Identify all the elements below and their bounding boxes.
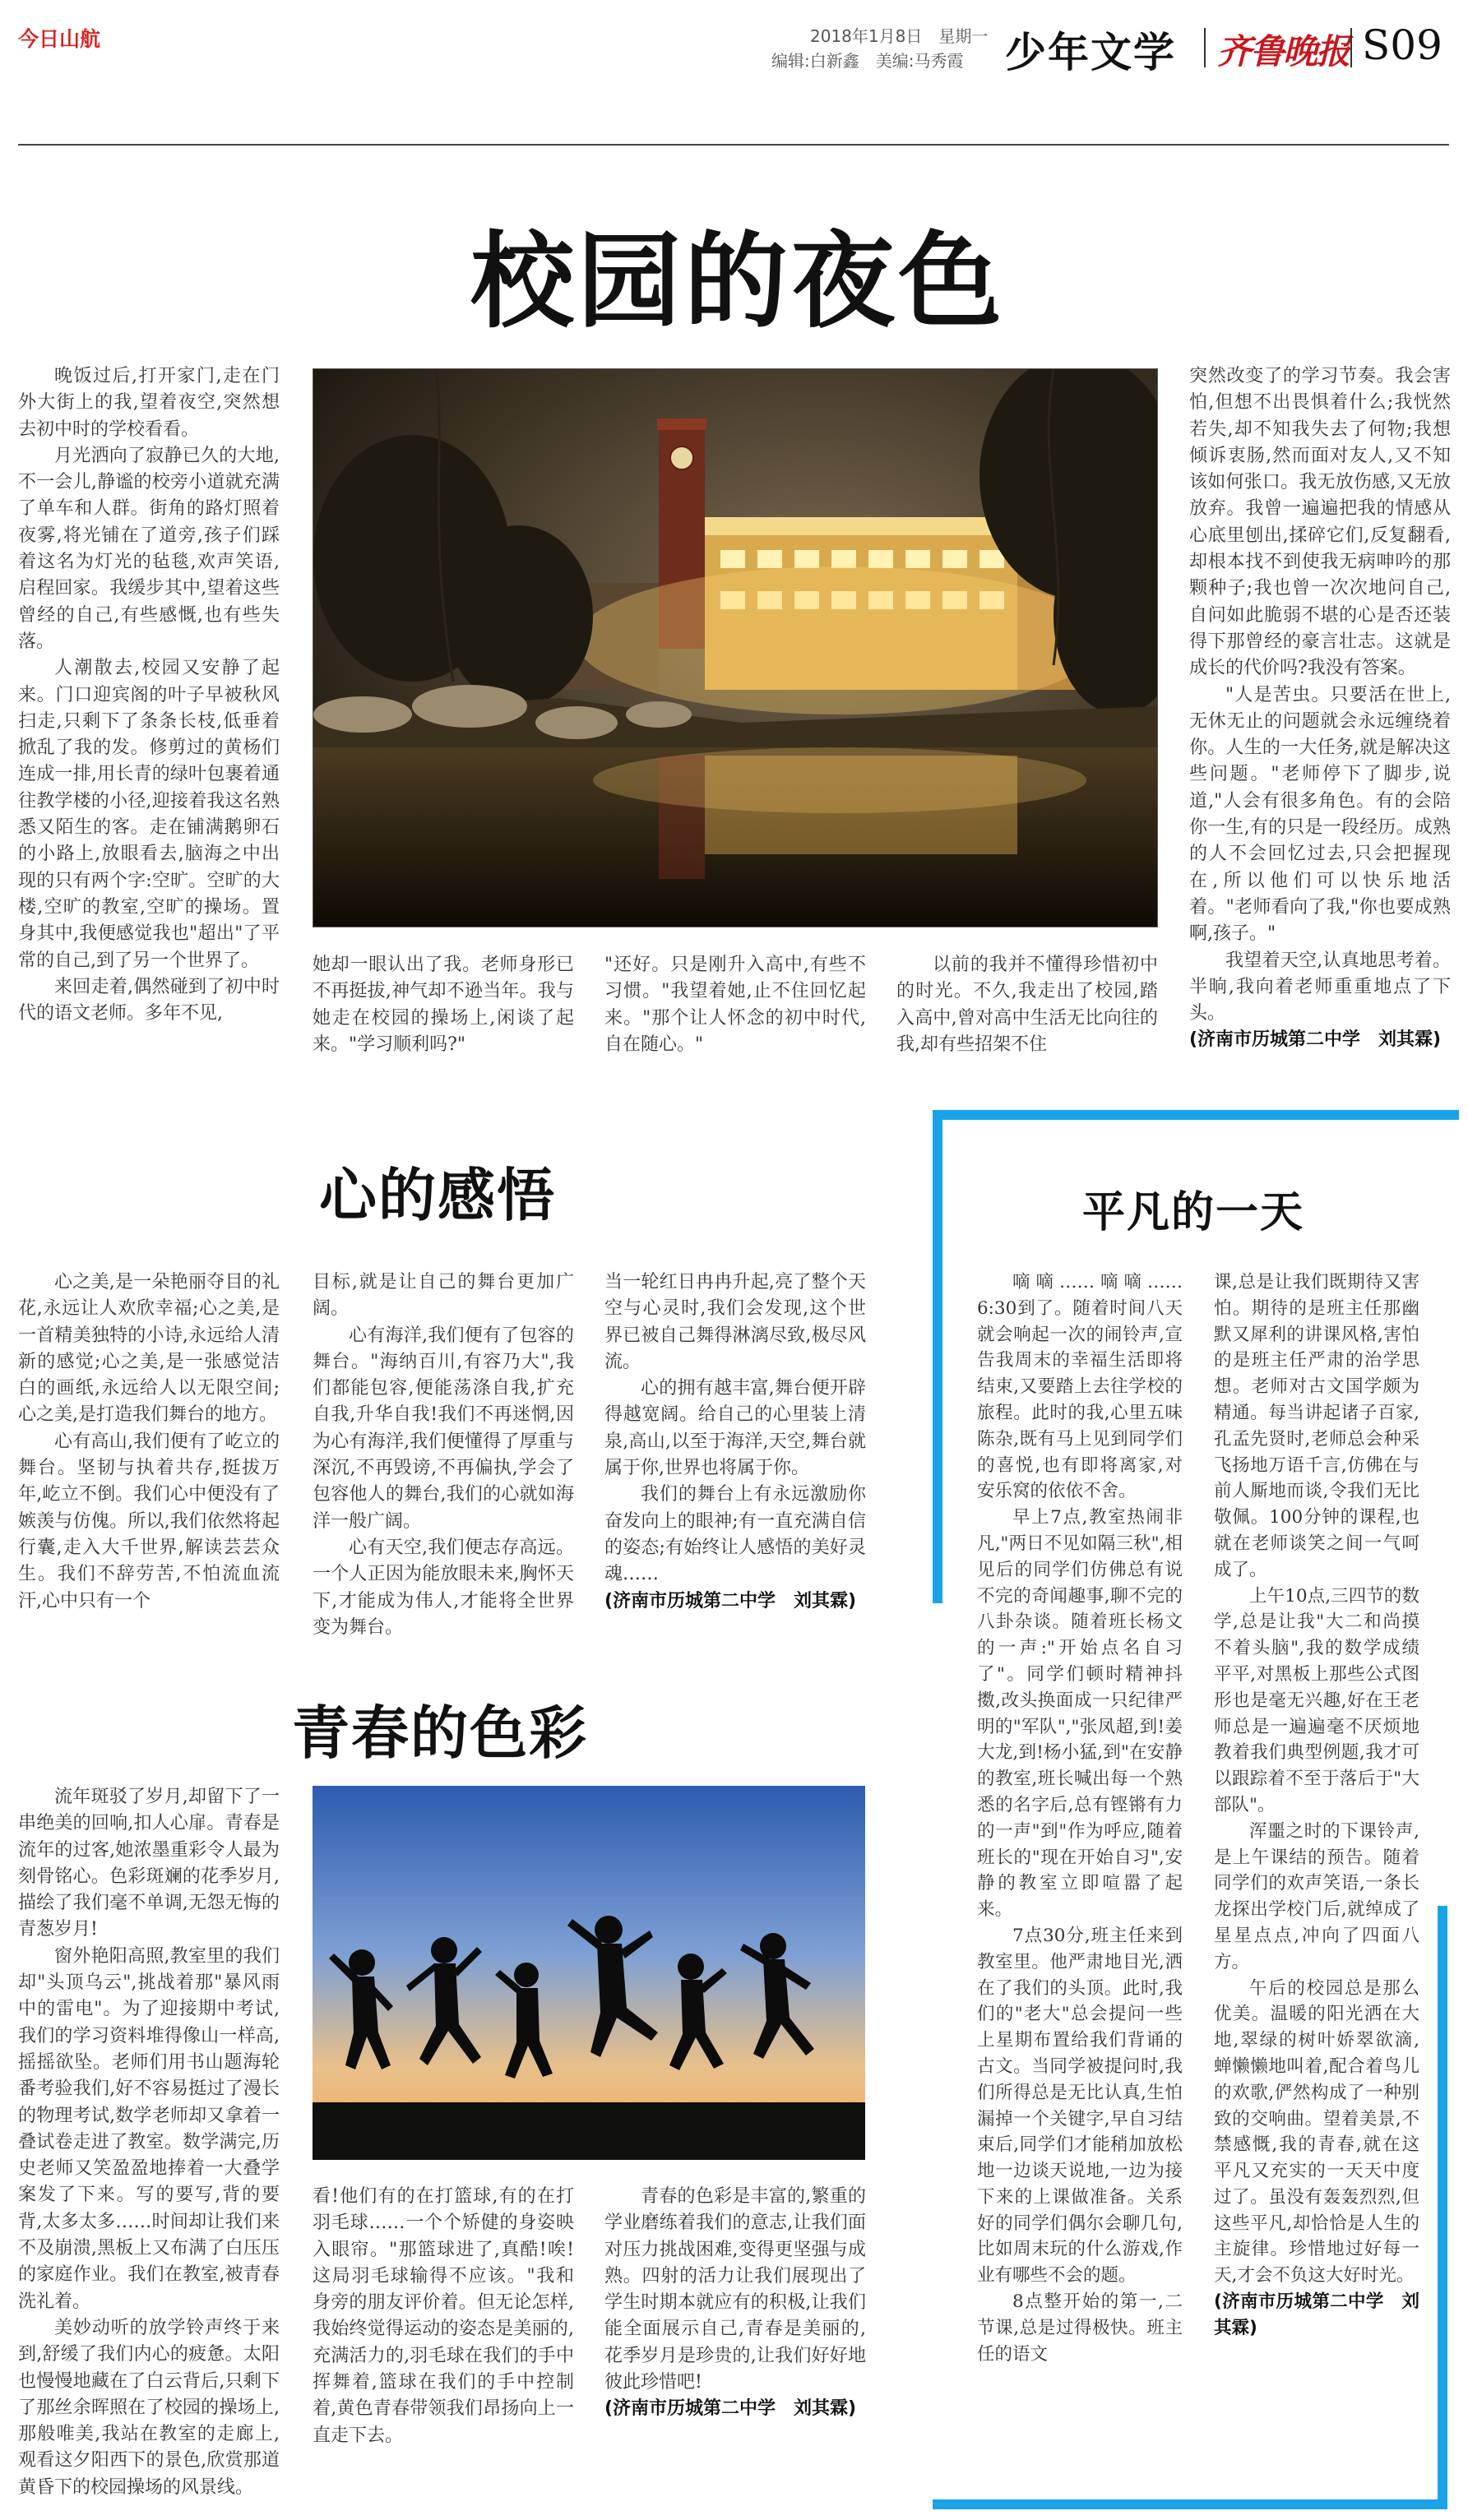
article-title: 青春的色彩 [292, 1699, 588, 1767]
paragraph: 心有高山,我们便有了屹立的舞台。坚韧与执着共存,挺拔万年,屹立不倒。我们心中便没有了嫉羡与仿傀。所以,我们依然将起行囊,走入大千世界,解读芸芸众生。我们不辞劳苦,不怕流血流汗,心中只有一个 [18, 1431, 280, 1611]
paper-logo: 齐鲁晚报 [1217, 31, 1350, 72]
editor-line: 编辑:白新鑫 美编:马秀霞 [771, 51, 964, 71]
page-number: S09 [1362, 21, 1443, 69]
box-frame-left [933, 1110, 942, 1603]
article-column [1189, 363, 1451, 1054]
article-column [313, 952, 574, 1059]
paragraph: 浑噩之时的下课铃声,是上午课结的预告。随着同学们的欢声笑语,一条长龙探出学校门后,就绰成了星星点点,冲向了四面八方。 [1214, 1820, 1419, 1972]
header-rule [18, 144, 1449, 146]
article-column [1214, 1269, 1419, 2486]
paragraph: 嘀嘀……嘀嘀……6:30到了。随着时间八天就会响起一次的闹铃声,宣告我周末的幸福生活即将结束,又要踏上去往学校的旅程。此时的我,心里五味陈杂,既有马上见到同学们的喜悦,也有即将离家,对安乐窝的依依不舍。 [977, 1272, 1183, 1502]
paragraph: 午后的校园总是那么优美。温暖的阳光洒在大地,翠绿的树叶娇翠欲滴,蝉懒懒地叫着,配合着鸟儿的欢歌,俨然构成了一种别致的交响曲。望着美景,不禁感慨,我的青春,就在这平凡又充实的一天天中度过了。虽没有轰轰烈烈,但这些平凡,却恰恰是人生的主旋律。珍惜地过好每一天,才会不负这大好时光。 [1214, 1977, 1419, 2286]
youth-silhouette-photo [313, 1786, 865, 2160]
article-title: 平凡的一天 [1082, 1188, 1305, 1237]
paragraph: "还好。只是刚升入高中,有些不习惯。"我望着她,止不住回忆起来。"那个让人怀念的初中时代,自在随心。" [604, 955, 866, 1055]
paragraph: 流年斑驳了岁月,却留下了一串绝美的回响,扣人心扉。青春是流年的过客,她浓墨重彩令人最为刻骨铭心。色彩斑斓的花季岁月,描绘了我们毫不单调,无怨无悔的青葱岁月! [18, 1787, 280, 1940]
paragraph: 心有天空,我们便志存高远。一个人正因为能放眼未来,胸怀天下,才能成为伟人,才能将全世界变为舞台。 [313, 1537, 574, 1638]
article-column [313, 1269, 574, 1681]
article-title: 心的感悟 [319, 1162, 556, 1229]
article-column [604, 1269, 866, 1681]
paragraph: 我们的舞台上有永远激励你奋发向上的眼神;有一直充满自信的姿态;有始终让人感悟的美好灵魂…… [604, 1484, 866, 1585]
article-column [896, 952, 1158, 1059]
campus-night-photo [313, 368, 1158, 927]
paragraph: 当一轮红日冉冉升起,亮了整个天空与心灵时,我们会发现,这个世界已被自己舞得淋漓尽致,极尽风流。 [604, 1272, 866, 1372]
paragraph: 早上7点,教室热闹非凡,"两日不见如隔三秋",相见后的同学们仿佛总有说不完的奇闻趣事,聊不完的八卦杂谈。随着班长杨文的一声:"开始点名自习了"。同学们顿时精神抖擞,改头换面成一只纪律严明的"军队","张凤超,到!姜大龙,到!杨小猛,到"在安静的教室,班长喊出每一个熟悉的名字后,总有铿锵有力的一声"到"作为呼应,随着班长的"现在开始自习",安静的教室立即喧嚣了起来。 [977, 1507, 1183, 1921]
box-frame-right [1438, 1906, 1447, 2506]
header-divider-2 [1350, 28, 1352, 67]
author-byline: (济南市历城第二中学 刘其霖) [604, 1590, 857, 1611]
paragraph: 心有海洋,我们便有了包容的舞台。"海纳百川,有容乃大",我们都能包容,便能荡涤自我,扩充自我,升华自我!我们不再迷惘,因为心有海洋,我们便懂得了厚重与深沉,不再毁谤,不再偏执,学会了包容他人的舞台,我们的心就如海洋一般广阔。 [313, 1325, 574, 1532]
author-byline: (济南市历城第二中学 刘其霖) [1189, 1029, 1442, 1051]
paragraph: 上午10点,三四节的数学,总是让我"大二和尚摸不着头脑",我的数学成绩平平,对黑板上那些公式图形也是毫无兴趣,好在王老师总是一遍遍毫不厌烦地教着我们典型例题,我才可以跟踪着不至于落后于"大部队"。 [1214, 1585, 1419, 1815]
paragraph: 心的拥有越丰富,舞台便开辟得越宽阔。给自己的心里装上清泉,高山,以至于海洋,天空,舞台就属于你,世界也将属于你。 [604, 1378, 866, 1479]
paragraph: 我望着天空,认真地思考着。半晌,我向着老师重重地点了下头。 [1189, 950, 1451, 1024]
paragraph: 心之美,是一朵艳丽夺目的礼花,永远让人欢欣幸福;心之美,是一首精美独特的小诗,永远给人清新的感觉;心之美,是一张感觉洁白的画纸,永远给人以无限空间;心之美,是打造我们舞台的地方。 [18, 1272, 280, 1426]
article-column [18, 1269, 280, 1681]
paragraph: 青春的色彩是丰富的,繁重的学业磨练着我们的意志,让我们面对压力挑战困难,变得更坚强与成熟。四射的活力让我们展现出了学生时期本就应有的积极,让我们能全面展示自己,青春是美丽的,花季岁月是珍贵的,让我们好好地彼此珍惜吧! [604, 2186, 866, 2393]
paragraph: 突然改变了的学习节奏。我会害怕,但想不出畏惧着什么;我恍然若失,却不知我失去了何物;我想倾诉衷肠,然而面对友人,又不知该如何张口。我无放伤感,又无放放弃。我曾一遍遍把我的情感从心底里刨出,揉碎它们,反复翻看,却根本找不到使我无病呻吟的那颗种子;我也曾一次次地问自己,自问如此脆弱不堪的心是否还装得下那曾经的豪言壮志。这就是成长的代价吗?我没有答案。 [1189, 366, 1451, 679]
article-column [604, 2184, 866, 2504]
section-title: 少年文学 [1005, 29, 1176, 76]
section-label: 今日山航 [18, 27, 101, 51]
box-frame-top [933, 1110, 1459, 1120]
article-column [18, 363, 280, 1052]
paragraph: 她却一眼认出了我。老师身形已不再挺拔,神气却不逊当年。我与她走在校园的操场上,闲谈了起来。"学习顺利吗?" [313, 955, 574, 1055]
header-divider-1 [1204, 28, 1206, 67]
author-byline: (济南市历城第二中学 刘其霖) [1214, 2291, 1419, 2338]
date-line: 2018年1月8日 星期一 [810, 26, 989, 46]
article-column [313, 2184, 574, 2504]
paragraph: 7点30分,班主任来到教室里。他严肃地目光,洒在了我们的头顶。此时,我们的"老大"总会提问一些上星期布置给我们背诵的古文。当同学被提问时,我们所得总是无比认真,生怕漏掉一个关键字,早自习结束后,同学们才能稍加放松地一边谈天说地,一边为接下来的上课做准备。关系好的同学们偶尔会聊几句,比如周末玩的什么游戏,作业有哪些不会的题。 [977, 1925, 1183, 2286]
paragraph: 8点整开始的第一,二节课,总是过得极快。班主任的语文 [977, 2291, 1183, 2365]
article-column [604, 952, 866, 1059]
article-column [977, 1269, 1183, 2486]
paragraph: 课,总是让我们既期待又害怕。期待的是班主任那幽默又犀利的讲课风格,害怕的是班主任严肃的治学思想。老师对古文国学颇为精通。每当讲起诸子百家,孔孟先贤时,老师总会种采飞扬地万语千言,仿佛在与前人厮地而谈,令我们无比敬佩。100分钟的课程,也就在老师谈笑之间一气呵成了。 [1214, 1272, 1419, 1580]
paragraph: 来回走着,偶然碰到了初中时代的语文老师。多年不见, [18, 976, 280, 1024]
paragraph: "人是苦虫。只要活在世上,无休无止的问题就会永远缠绕着你。人生的一大任务,就是解决这些问题。"老师停下了脚步,说道,"人会有很多角色。有的会陪你一生,有的只是一段经历。成熟的人不会回忆过去,只会把握现在,所以他们可以快乐地活着。"老师看向了我,"你也要成熟啊,孩子。" [1189, 684, 1451, 945]
paragraph: 看!他们有的在打篮球,有的在打羽毛球……一个个矫健的身姿映入眼帘。"那篮球进了,真酷!唉!这局羽毛球输得不应该。"我和身旁的朋友评价着。但无论怎样,我始终觉得运动的姿态是美丽的,充满活力的,羽毛球在我们的手中挥舞着,篮球在我们的手中控制着,黄色青春带领我们昂扬向上一直走下去。 [313, 2186, 574, 2446]
paragraph: 月光洒向了寂静已久的大地,不一会儿,静谧的校旁小道就充满了单车和人群。街角的路灯照着夜雾,将光铺在了道旁,孩子们踩着这名为灯光的毡毯,欢声笑语,启程回家。我缓步其中,望着这些曾经的自己,有些感慨,也有些失落。 [18, 445, 280, 652]
paragraph: 晚饭过后,打开家门,走在门外大街上的我,望着夜空,突然想去初中时的学校看看。 [18, 366, 280, 440]
paragraph: 人潮散去,校园又安静了起来。门口迎宾阁的叶子早被秋风扫走,只剩下了条条长枝,低垂着掀乱了我的发。修剪过的黄杨们连成一排,用长青的绿叶包裹着通往教学楼的小径,迎接着我这名熟悉又陌生的客。走在铺满鹅卵石的小路上,放眼看去,脑海之中出现的只有两个字:空旷。空旷的大楼,空旷的教室,空旷的操场。置身其中,我便感觉我也"超出"了平常的自己,到了另一个世界了。 [18, 658, 280, 971]
article-column [18, 1784, 280, 2504]
paragraph: 以前的我并不懂得珍惜初中的时光。不久,我走出了校园,踏入高中,曾对高中生活无比向往的我,却有些招架不住 [896, 955, 1158, 1055]
paragraph: 目标,就是让自己的舞台更加广阔。 [313, 1272, 574, 1320]
box-frame-bottom [933, 2499, 1447, 2509]
paragraph: 窗外艳阳高照,教室里的我们却"头顶乌云",挑战着那"暴风雨中的雷电"。为了迎接期中考试,我们的学习资料堆得像山一样高,摇摇欲坠。老师们用书山题海轮番考验我们,好不容易挺过了漫长的物理考试,数学老师却又拿着一叠试卷走进了教室。数学满完,历史老师又笑盈盈地捧着一大叠学案发了下来。写的要写,背的要背,太多太多……时间却让我们来不及崩溃,黑板上又布满了白压压的家庭作业。我们在教室,被青春洗礼着。 [18, 1945, 280, 2312]
author-byline: (济南市历城第二中学 刘其霖) [604, 2398, 857, 2420]
paragraph: 美妙动听的放学铃声终于来到,舒缓了我们内心的疲惫。太阳也慢慢地藏在了白云背后,只剩下了那丝余晖照在了校园的操场上,那般唯美,我站在教室的走廊上,观看这夕阳西下的景色,欣赏那道黄昏下的校园操场的风景线。 [18, 2317, 280, 2498]
article-title: 校园的夜色 [470, 221, 1005, 342]
